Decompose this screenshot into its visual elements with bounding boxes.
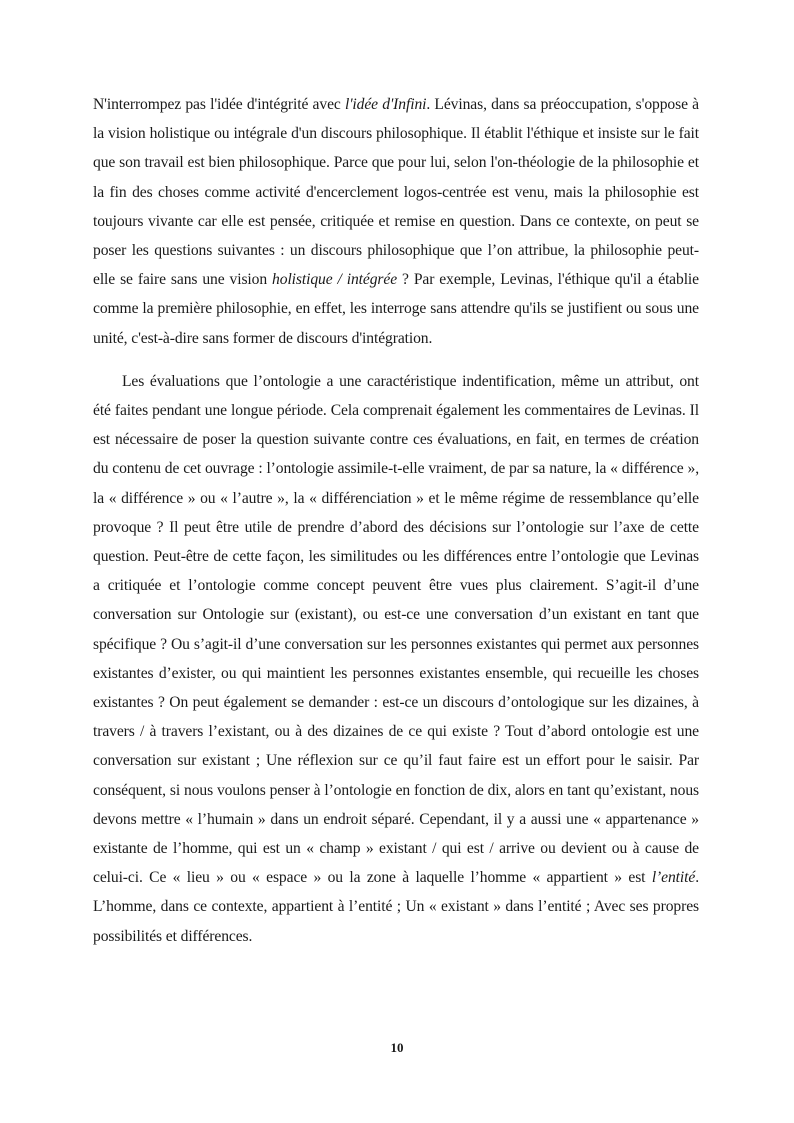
- document-body: [93, 90, 699, 951]
- text-run: ? Par exemple, Levinas, l'éthique qu'il a établie comme la première philosophie, en effet, les interroge sans attendre qu'ils se justifient ou sous une unité, c'est-à-dire sans former de discours d'intégration.: [93, 271, 699, 347]
- text-run: . Lévinas, dans sa préoccupation, s'oppose à la vision holistique ou intégrale d'un discours philosophique. Il établit l'éthique et insiste sur le fait que son travail est bien philosophique. Parce que pour lui, selon l'on-théologie de la philosophie et la fin des choses comme activité d'encerclement logos-centrée est venu, mais la philosophie est toujours vivante car elle est pensée, critiquée et remise en question. Dans ce contexte, on peut se poser les questions suivantes : un discours philosophique que l’on attribue, la philosophie peut-elle se faire sans une vision: [93, 96, 699, 289]
- text-run: . L’homme, dans ce contexte, appartient à l’entité ; Un « existant » dans l’entité ; Avec ses propres possibilités et différences.: [93, 869, 699, 945]
- text-run: Les évaluations que l’ontologie a une caractéristique indentification, même un attribut, ont été faites pendant une longue période. Cela comprenait également les commentaires de Levinas. Il est nécessaire de poser la question suivante contre ces évaluations, en fait, en termes de création du contenu de cet ouvrage : l’ontologie assimile-t-elle vraiment, de par sa nature, la « différence », la « différence » ou « l’autre », la « différenciation » et le même régime de ressemblance qu’elle provoque ? Il peut être utile de prendre d’abord des décisions sur l’ontologie sur l’axe de cette question. Peut-être de cette façon, les similitudes ou les différences entre l’ontologie que Levinas a critiquée et l’ontologie comme concept peuvent être vues plus clairement. S’agit-il d’une conversation sur Ontologie sur (existant), ou est-ce une conversation d’un existant en tant que spécifique ? Ou s’agit-il d’une conversation sur les personnes existantes qui permet aux personnes existantes d’exister, ou qui maintient les personnes existantes ensemble, qui recueille les choses existantes ? On peut également se demander : est-ce un discours d’ontologique sur les dizaines, à travers / à travers l’existant, ou à des dizaines de ce qui existe ? Tout d’abord ontologie est une conversation sur existant ; Une réflexion sur ce qu’il faut faire est un effort pour le saisir. Par conséquent, si nous voulons penser à l’ontologie en fonction de dix, alors en tant qu’existant, nous devons mettre « l’humain » dans un endroit séparé. Cependant, il y a aussi une « appartenance » existante de l’homme, qui est un « champ » existant / qui est / arrive ou devient ou à cause de celui-ci. Ce « lieu » ou « espace » ou la zone à laquelle l’homme « appartient » est: [93, 372, 699, 887]
- italic-text-run: l’entité: [651, 869, 696, 887]
- italic-text-run: l'idée d'Infini: [344, 96, 427, 113]
- text-run: N'interrompez pas l'idée d'intégrité avec: [93, 96, 345, 113]
- paragraph-2: [93, 367, 699, 951]
- page-number: 10: [390, 1040, 404, 1055]
- italic-text-run: holistique / intégrée: [272, 271, 398, 289]
- paragraph-1: [93, 90, 699, 353]
